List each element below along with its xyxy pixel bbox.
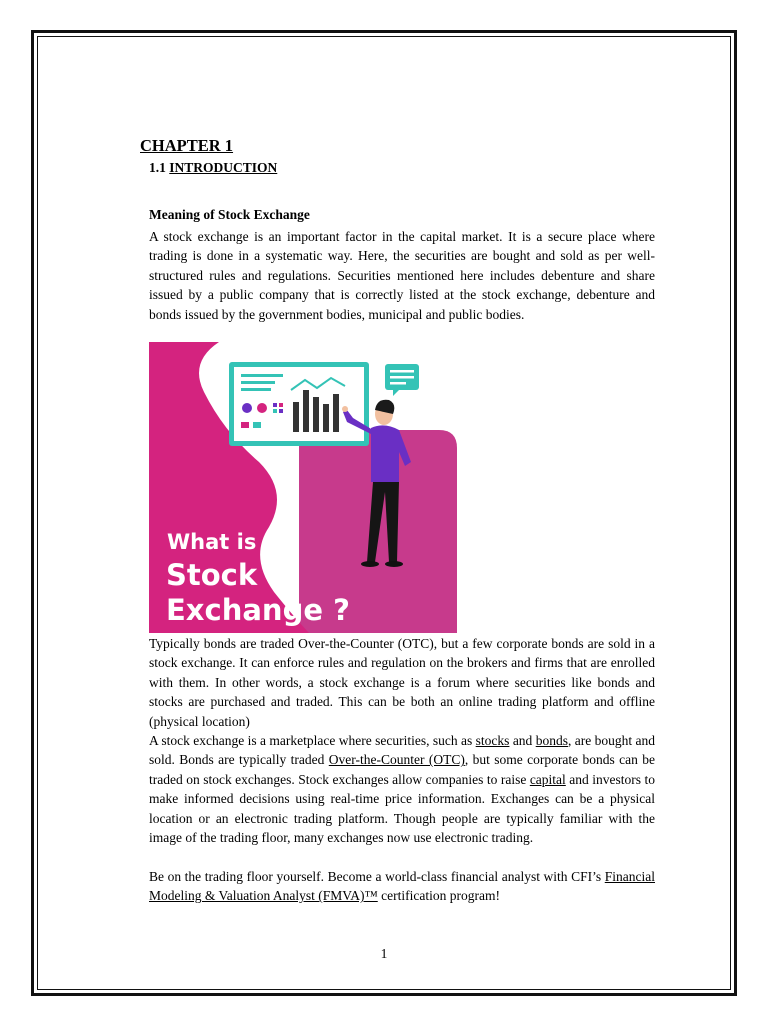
text-segment: certification program!	[377, 888, 500, 904]
paragraph-marketplace	[149, 731, 655, 847]
paragraph-cfi-promo	[149, 867, 655, 906]
link-fmva[interactable]: Financial Modeling & Valuation Analyst (FMVA)™	[149, 869, 655, 904]
text-segment: A stock exchange is a marketplace where securities, such as	[149, 733, 476, 748]
text-segment: , but some corporate bonds can be traded on stock exchanges. Stock exchanges allow companies to raise	[149, 752, 655, 787]
subheading: Meaning of Stock Exchange	[149, 207, 310, 222]
section-title: INTRODUCTION	[169, 160, 278, 175]
link-bonds[interactable]: bonds	[535, 733, 568, 748]
text-segment: and	[509, 733, 536, 748]
paragraph-bonds: Typically bonds are traded Over-the-Counter (OTC), but a few corporate bonds are sold in a stock exchange. It can enforce rules and regulation on the brokers and firms that are enrolled with them. In other words, a stock exchange is a forum where securities like bonds and stocks are purchased and traded. This can be both an online trading platform and offline (physical location)	[149, 636, 655, 729]
section-number: 1.1	[149, 160, 166, 175]
figure-title-line1: What is	[167, 530, 257, 554]
page-number: 1	[380, 946, 388, 961]
figure-title-line2: Stock	[166, 558, 258, 592]
paragraph-intro: A stock exchange is an important factor in the capital market. It is a secure place where trading is done in a systematic way. Here, the securities are bought and sold as per well-structured rules and regulations. Securities mentioned here includes debenture and share issued by a public company that is correctly listed at the stock exchange, debenture and bonds issued by the government bodies, municipal and public bodies.	[149, 229, 655, 322]
figure-title-line3: Exchange ?	[166, 593, 350, 627]
link-capital[interactable]: capital	[529, 771, 566, 787]
text-segment: , are bought and sold. Bonds are typically traded	[149, 733, 655, 768]
link-otc[interactable]: Over-the-Counter (OTC)	[328, 752, 465, 768]
text-segment: Be on the trading floor yourself. Become a world-class financial analyst with CFI’s	[149, 869, 605, 884]
stock-exchange-illustration	[149, 342, 457, 633]
link-stocks[interactable]: stocks	[475, 733, 510, 748]
text-segment: and investors to make informed decisions using real-time price information. Exchanges can be a physical location or an electronic trading platform. Though people are typically familiar with the image of the trading floor, many exchanges now use electronic trading.	[149, 771, 655, 846]
section-heading	[149, 160, 277, 176]
chapter-title: CHAPTER 1	[140, 136, 234, 155]
